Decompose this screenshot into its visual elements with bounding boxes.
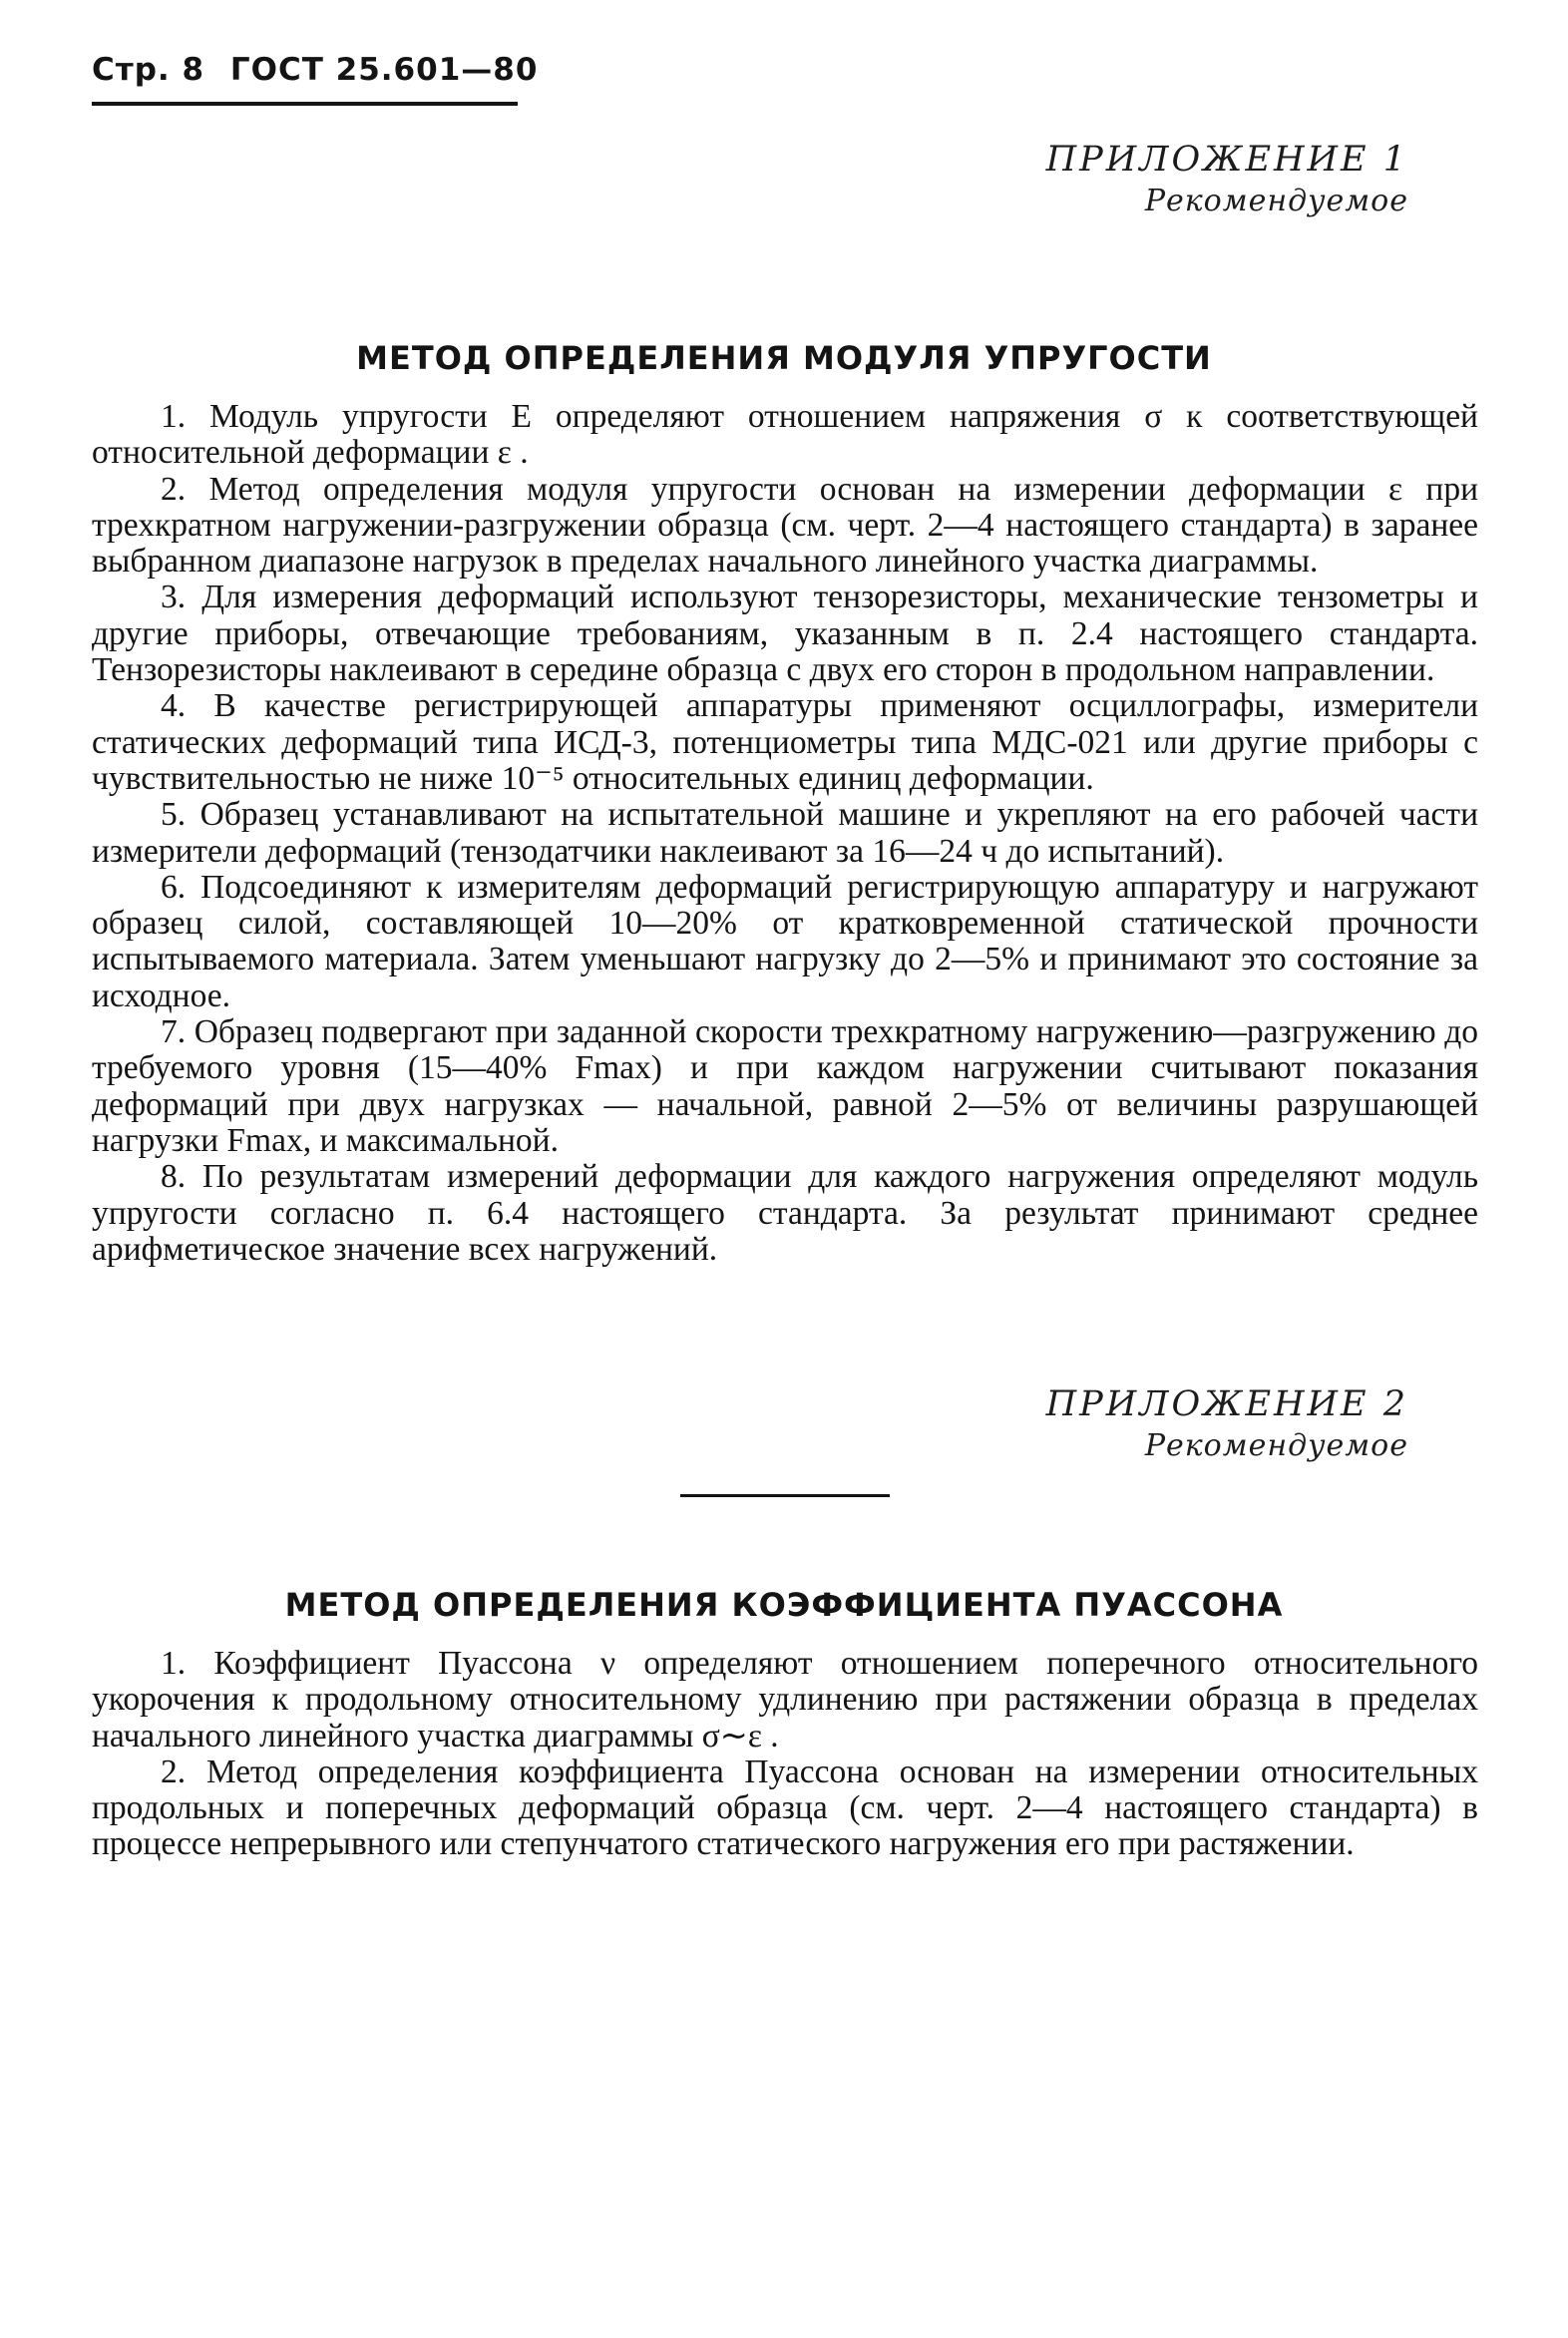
appendix-2-item: 2. Метод определения коэффициента Пуассона основан на измерении относительных продольных и поперечных деформаций образца (см. черт. 2—4 настоящего стандарта) в процессе непрерывного или степунчатого статического нагружения его при растяжении. — [92, 1753, 1478, 1863]
header-underline — [92, 102, 518, 106]
appendix-1-item: 5. Образец устанавливают на испытательной машине и укрепляют на его рабочей части измерители деформаций (тензодатчики наклеивают за 16—24 ч до испытаний). — [92, 796, 1478, 870]
appendix-1-item: 3. Для измерения деформаций используют тензорезисторы, механические тензометры и другие приборы, отвечающие требованиям, указанным в п. 2.4 настоящего стандарта. Тензорезисторы наклеивают в середине образца с двух его сторон в продольном направлении. — [92, 579, 1478, 689]
page-number-label: Стр. 8 — [92, 52, 205, 88]
appendix-1-item: 1. Модуль упругости E определяют отношением напряжения σ к соответствующей относительной деформации ε . — [92, 398, 1478, 472]
section-divider — [680, 1494, 890, 1497]
appendix-1-item: 7. Образец подвергают при заданной скорости трехкратному нагружению—разгружению до требуемого уровня (15—40% Fmax) и при каждом нагружении считывают показания деформаций при двух нагрузках — начальной, равной 2—5% от величины разрушающей нагрузки Fmax, и максимальной. — [92, 1013, 1478, 1159]
appendix-2-heading: МЕТОД ОПРЕДЕЛЕНИЯ КОЭФФИЦИЕНТА ПУАССОНА — [284, 1586, 1284, 1624]
appendix-2-title: ПРИЛОЖЕНИЕ 2 — [1045, 1384, 1408, 1424]
appendix-1-item: 6. Подсоединяют к измерителям деформаций регистрирующую аппаратуру и нагружают образец силой, составляющей 10—20% от кратковременной статической прочности испытываемого материала. Затем уменьшают нагрузку до 2—5% и принимают это состояние за исходное. — [92, 868, 1478, 1014]
running-header — [92, 52, 552, 88]
appendix-2-item: 1. Коэффициент Пуассона ν определяют отношением поперечного относительного укорочения к продольному относительному удлинению при растяжении образца в пределах начального линейного участка диаграммы σ∼ε . — [92, 1645, 1478, 1754]
appendix-2-status: Рекомендуемое — [1144, 1428, 1408, 1463]
appendix-1-body — [92, 399, 1478, 1268]
appendix-1-item: 8. По результатам измерений деформации для каждого нагружения определяют модуль упругости согласно п. 6.4 настоящего стандарта. За результат принимают среднее арифметическое значение всех нагружений. — [92, 1158, 1478, 1268]
appendix-1-item: 2. Метод определения модуля упругости основан на измерении деформации ε при трехкратном нагружении-разгружении образца (см. черт. 2—4 настоящего стандарта) в заранее выбранном диапазоне нагрузок в пределах начального линейного участка диаграммы. — [92, 470, 1478, 581]
appendix-1-label — [1046, 138, 1408, 221]
appendix-1-heading: МЕТОД ОПРЕДЕЛЕНИЯ МОДУЛЯ УПРУГОСТИ — [356, 339, 1212, 377]
appendix-2-body — [92, 1646, 1478, 1863]
appendix-1-title: ПРИЛОЖЕНИЕ 1 — [1045, 140, 1408, 180]
standard-designation: ГОСТ 25.601—80 — [229, 52, 539, 88]
appendix-2-label — [1046, 1382, 1408, 1466]
appendix-1-status: Рекомендуемое — [1144, 184, 1408, 218]
appendix-1-item: 4. В качестве регистрирующей аппаратуры применяют осциллографы, измерители статических деформаций типа ИСД-3, потенциометры типа МДС-021 или другие приборы с чувствительностью не ниже 10⁻⁵ относительных единиц деформации. — [92, 687, 1478, 797]
